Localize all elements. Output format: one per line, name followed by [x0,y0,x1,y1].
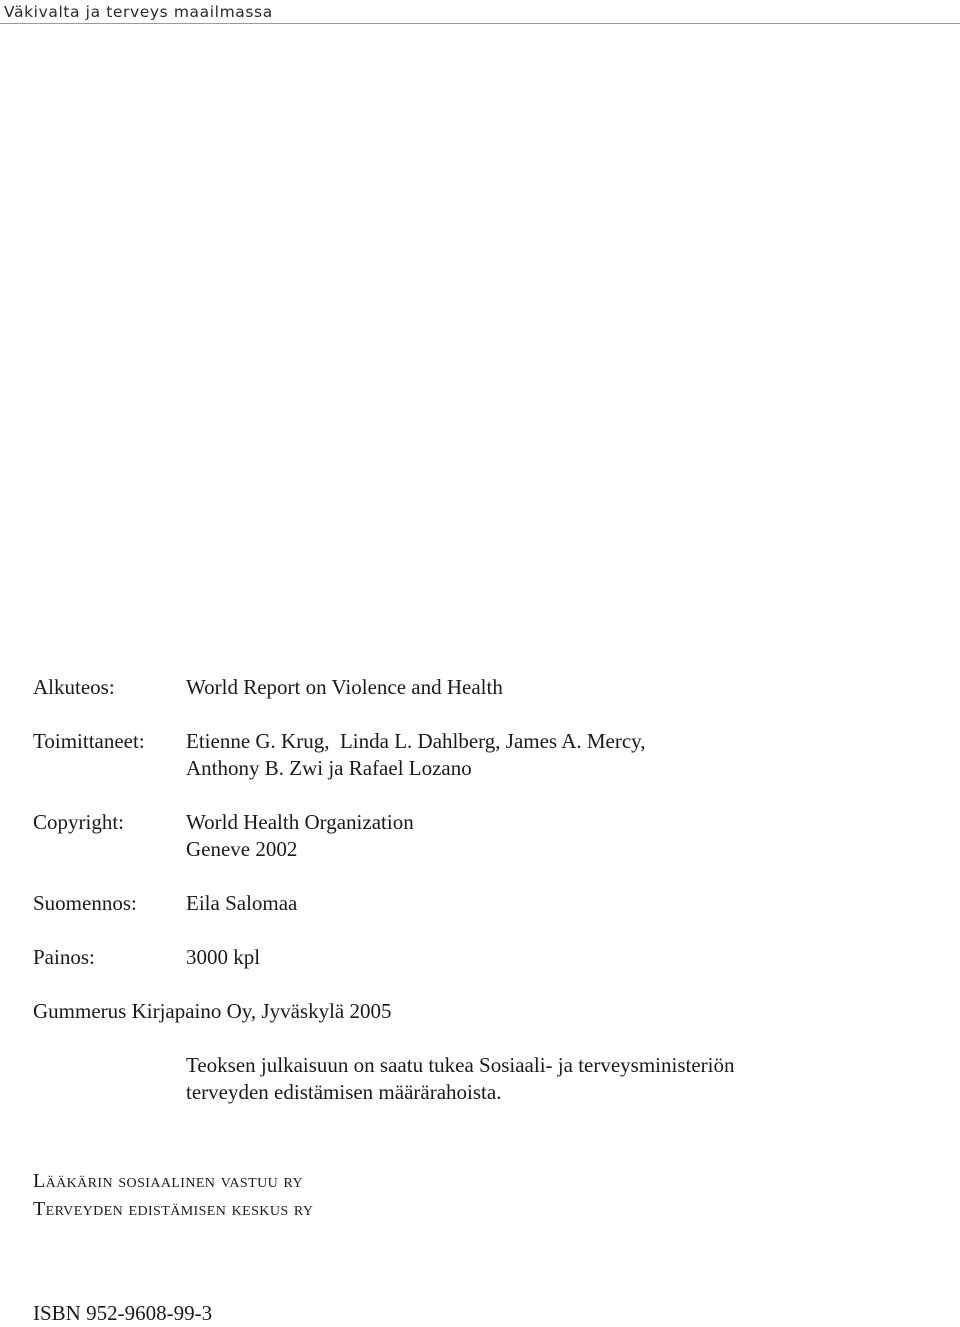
copyright-row [33,809,933,863]
copyright-value [186,809,933,863]
copyright-line: Geneve 2002 [186,837,298,861]
editors-row [33,728,933,782]
running-header: Väkivalta ja terveys maailmassa [4,3,273,21]
colophon [33,674,933,1106]
editors-line: Etienne G. Krug, Linda L. Dahlberg, James A. Mercy, [186,729,646,753]
print-run-value [186,944,933,971]
translation-label: Suomennos: [33,891,137,915]
publisher-name: Lääkärin sosiaalinen vastuu ry [33,1170,303,1192]
funding-note-line: Teoksen julkaisuun on saatu tukea Sosiaali- ja terveysministeriön [186,1053,735,1077]
translator-name: Eila Salomaa [186,891,298,915]
copyright-line: World Health Organization [186,810,414,834]
funding-note-line: terveyden edistämisen määrärahoista. [186,1080,502,1104]
printer-line: Gummerus Kirjapaino Oy, Jyväskylä 2005 [33,999,392,1023]
print-run-row [33,944,933,971]
original-title-row [33,674,933,701]
isbn: ISBN 952-9608-99-3 [33,1301,213,1325]
original-title-label: Alkuteos: [33,675,115,699]
translation-row [33,890,933,917]
publisher-name: Terveyden edistämisen keskus ry [33,1198,314,1220]
header-rule [0,23,960,24]
original-title-line: World Report on Violence and Health [186,675,503,699]
publishers [33,1167,313,1223]
copyright-label: Copyright: [33,810,125,834]
print-run-label: Painos: [33,945,95,969]
original-title-value [186,674,933,701]
print-run-count: 3000 kpl [186,945,261,969]
editors-line: Anthony B. Zwi ja Rafael Lozano [186,756,472,780]
funding-note [186,1052,933,1106]
translation-value [186,890,933,917]
editors-label: Toimittaneet: [33,729,145,753]
editors-value [186,728,933,782]
